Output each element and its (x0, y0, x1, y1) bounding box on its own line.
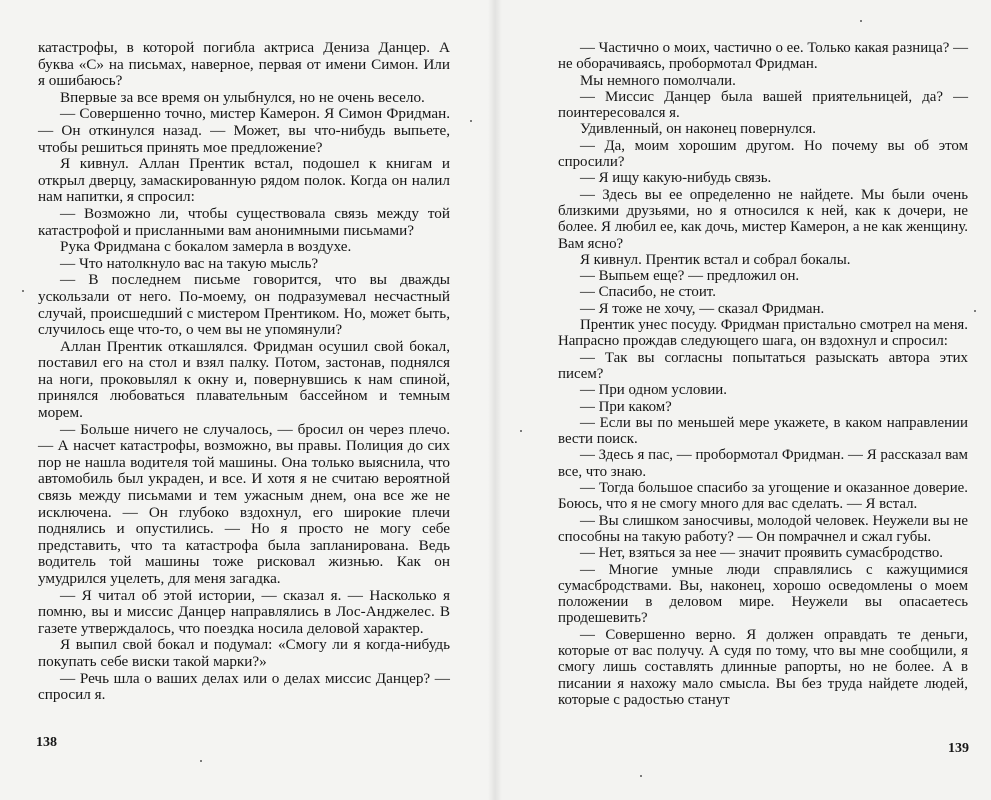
paragraph: — Возможно ли, чтобы существовала связь между той катастрофой и присланными вам анонимными письмами? (38, 204, 450, 239)
paragraph: — Здесь вы ее определенно не найдете. Мы были очень близкими друзьями, но я относился к ней, как к дочери, не более. Я любил ее, как дочь, мистер Камерон, а не как женщину. Вам ясно? (558, 186, 968, 252)
paragraph: — Нет, взяться за нее — значит проявить сумасбродство. (580, 545, 943, 562)
page-gutter (488, 0, 502, 800)
paragraph: — В последнем письме говорится, что вы дважды ускользали от него. По-моему, он подразумевал несчастный случай, происшедший с мистером Прентиком. Но, может быть, случилось еще что-то, о чем вы не упомянули? (38, 271, 450, 339)
paragraph: — Совершенно верно. Я должен оправдать те деньги, которые от вас получу. А судя по тому, что вы мне сообщили, я смогу лишь составлять длинные рапорты, но не более. А в писании я нахожу мало смысла. Вы без труда найдете людей, которые с радостью станут (558, 626, 968, 708)
scan-speck (974, 310, 976, 312)
paragraph: Рука Фридмана с бокалом замерла в воздухе. (60, 238, 352, 256)
paragraph: — Здесь я пас, — пробормотал Фридман. — Я рассказал вам все, что знаю. (558, 447, 968, 480)
page-number-right: 139 (948, 741, 969, 756)
scan-speck (860, 20, 862, 22)
paragraph: — Совершенно точно, мистер Камерон. Я Симон Фридман. — Он откинулся назад. — Может, вы что-нибудь выпьете, чтобы решиться принять мое предложение? (38, 105, 450, 156)
paragraph: — Речь шла о ваших делах или о делах миссис Данцер? — спросил я. (38, 669, 450, 704)
paragraph: — Миссис Данцер была вашей приятельницей, да? — поинтересовался я. (558, 88, 968, 122)
paragraph: Аллан Прентик откашлялся. Фридман осушил свой бокал, поставил его на стол и взял палку. Потом, застонав, поднялся на ноги, проковылял к окну и, повернувшись к нам спиной, принялся любоваться плавательным бассейном и темным морем. (38, 337, 450, 422)
paragraph: — Да, моим хорошим другом. Но почему вы об этом спросили? (558, 137, 968, 171)
paragraph: — При одном условии. (580, 382, 727, 399)
scan-speck (640, 775, 642, 777)
paragraph: Я кивнул. Аллан Прентик встал, подошел к книгам и открыл дверцу, замаскированную рядом полок. Когда он налил нам напитки, я спросил: (38, 155, 450, 206)
paragraph: — Тогда большое спасибо за угощение и оказанное доверие. Боюсь, что я не смогу много для вас сделать. — Я встал. (558, 480, 968, 513)
paragraph: — Так вы согласны попытаться разыскать автора этих писем? (558, 349, 968, 382)
paragraph: — Что натолкнуло вас на такую мысль? (60, 254, 319, 272)
paragraph: — Спасибо, не стоит. (580, 284, 716, 301)
page-number-left: 138 (36, 735, 57, 750)
paragraph: — Многие умные люди справлялись с кажущимися сумасбродствами. Вы, наконец, хорошо осведомлены о моем положении в деловом мире. Неужели вы опасаетесь продешевить? (558, 561, 968, 627)
scan-speck (200, 760, 202, 762)
paragraph: — При каком? (580, 398, 672, 415)
paragraph: — Если вы по меньшей мере укажете, в каком направлении вести поиск. (558, 414, 968, 448)
scan-speck (470, 120, 472, 122)
paragraph: Я кивнул. Прентик встал и собрал бокалы. (580, 251, 851, 268)
paragraph: Прентик унес посуду. Фридман пристально смотрел на меня. Напрасно прождав следующего шага, он вздохнул и спросил: (558, 317, 968, 350)
scan-speck (22, 290, 24, 292)
paragraph: Удивленный, он наконец повернулся. (580, 121, 816, 138)
paragraph: — Я читал об этой истории, — сказал я. — Насколько я помню, вы и миссис Данцер направлялись в Лос-Анджелес. В газете утверждалось, что поездка носила деловой характер. (38, 586, 450, 637)
paragraph: Впервые за все время он улыбнулся, но не очень весело. (60, 88, 425, 106)
paragraph: — Я ищу какую-нибудь связь. (580, 170, 772, 187)
paragraph: — Вы слишком заносчивы, молодой человек. Неужели вы не способны на такую работу? — Он помрачнел и сжал губы. (558, 512, 968, 545)
paragraph: — Больше ничего не случалось, — бросил он через плечо. — А насчет катастрофы, возможно, вы правы. Полиция до сих пор не нашла водителя той машины. Она только выяснила, что автомобиль был украден, и все. И хотя я не считаю вероятной связь между письмами и тем ужасным днем, она все же не исключена. — Он глубоко вздохнул, его широкие плечи поднялись и опустились. — Но я просто не могу себе представить, что та катастрофа была запланирована. Ведь водитель той машины тоже рисковал жизнью. Как он умудрился уцелеть, для меня загадка. (38, 420, 450, 587)
right-page-text (558, 40, 968, 708)
left-page-text (38, 40, 450, 704)
paragraph: Мы немного помолчали. (580, 72, 736, 89)
paragraph: — Частично о моих, частично о ее. Только какая разница? — не оборачиваясь, пробормотал Фридман. (558, 40, 968, 73)
paragraph: Я выпил свой бокал и подумал: «Смогу ли я когда-нибудь покупать себе виски такой марки?» (38, 636, 450, 670)
paragraph: катастрофы, в которой погибла актриса Дениза Данцер. А буква «С» на письмах, наверное, первая от имени Симон. Или я ошибаюсь? (38, 39, 450, 90)
paragraph: — Я тоже не хочу, — сказал Фридман. (580, 300, 825, 317)
paragraph: — Выпьем еще? — предложил он. (580, 268, 800, 285)
scan-speck (520, 430, 522, 432)
